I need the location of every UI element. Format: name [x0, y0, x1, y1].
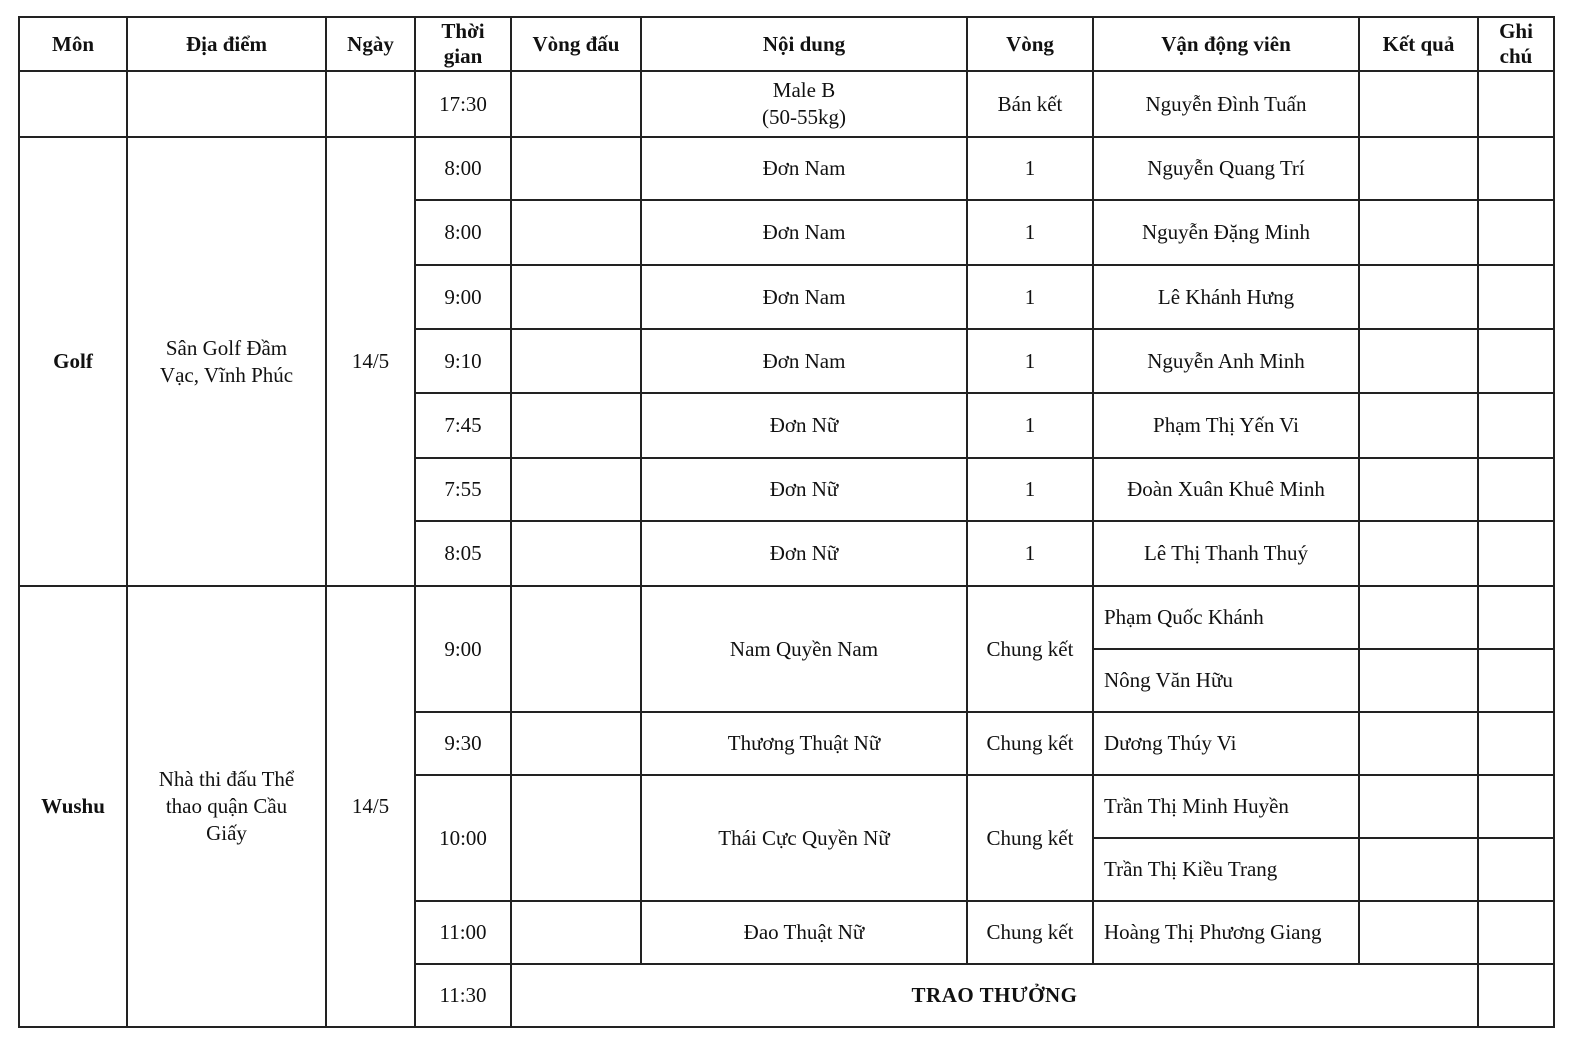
event-cell: Thương Thuật Nữ — [641, 712, 967, 775]
time-cell: 11:30 — [415, 964, 511, 1027]
award-cell: TRAO THƯỞNG — [511, 964, 1478, 1027]
sport-cell — [19, 71, 127, 137]
header-vong: Vòng — [967, 17, 1093, 71]
round-cell: 1 — [967, 521, 1093, 586]
header-row — [19, 17, 1554, 71]
time-cell: 9:00 — [415, 265, 511, 329]
date-cell: 14/5 — [326, 586, 415, 1027]
round-cell: 1 — [967, 200, 1093, 265]
athlete-cell: Phạm Thị Yến Vi — [1093, 393, 1359, 458]
sport-cell: Wushu — [19, 586, 127, 1027]
round-cell: Chung kết — [967, 712, 1093, 775]
round-cell: Chung kết — [967, 586, 1093, 712]
time-cell: 7:45 — [415, 393, 511, 458]
note-cell — [1478, 901, 1554, 964]
athlete-cell: Lê Khánh Hưng — [1093, 265, 1359, 329]
table-row — [19, 137, 1554, 200]
time-cell: 9:30 — [415, 712, 511, 775]
time-cell: 10:00 — [415, 775, 511, 901]
note-cell — [1478, 137, 1554, 200]
round-cell: 1 — [967, 265, 1093, 329]
header-thoi-gian: Thời gian — [415, 17, 511, 71]
athlete-cell: Lê Thị Thanh Thuý — [1093, 521, 1359, 586]
time-cell: 17:30 — [415, 71, 511, 137]
vong-dau-cell — [511, 200, 641, 265]
header-vong-dau: Vòng đấu — [511, 17, 641, 71]
result-cell — [1359, 265, 1478, 329]
note-cell — [1478, 393, 1554, 458]
athlete-cell: Trần Thị Kiều Trang — [1093, 838, 1359, 901]
round-cell: 1 — [967, 393, 1093, 458]
event-cell: Đơn Nữ — [641, 458, 967, 521]
sport-cell: Golf — [19, 137, 127, 586]
result-cell — [1359, 586, 1478, 649]
note-cell — [1478, 649, 1554, 712]
vong-dau-cell — [511, 901, 641, 964]
header-van-dong-vien: Vận động viên — [1093, 17, 1359, 71]
time-cell: 9:00 — [415, 586, 511, 712]
vong-dau-cell — [511, 137, 641, 200]
table-row — [19, 71, 1554, 137]
note-cell — [1478, 265, 1554, 329]
date-cell: 14/5 — [326, 137, 415, 586]
venue-cell: Sân Golf Đầm Vạc, Vĩnh Phúc — [127, 137, 326, 586]
time-cell: 8:00 — [415, 200, 511, 265]
athlete-cell: Nguyễn Quang Trí — [1093, 137, 1359, 200]
note-cell — [1478, 775, 1554, 838]
event-cell: Đơn Nam — [641, 200, 967, 265]
time-cell: 9:10 — [415, 329, 511, 393]
round-cell: Chung kết — [967, 901, 1093, 964]
time-cell: 8:05 — [415, 521, 511, 586]
round-cell: Bán kết — [967, 71, 1093, 137]
result-cell — [1359, 137, 1478, 200]
note-cell — [1478, 586, 1554, 649]
vong-dau-cell — [511, 586, 641, 712]
athlete-cell: Hoàng Thị Phương Giang — [1093, 901, 1359, 964]
event-cell: Đao Thuật Nữ — [641, 901, 967, 964]
athlete-cell: Trần Thị Minh Huyền — [1093, 775, 1359, 838]
round-cell: 1 — [967, 137, 1093, 200]
result-cell — [1359, 521, 1478, 586]
event-cell: Nam Quyền Nam — [641, 586, 967, 712]
header-noi-dung: Nội dung — [641, 17, 967, 71]
note-cell — [1478, 521, 1554, 586]
event-cell: Male B (50-55kg) — [641, 71, 967, 137]
note-cell — [1478, 200, 1554, 265]
event-cell: Đơn Nam — [641, 265, 967, 329]
header-ghi-chu: Ghi chú — [1478, 17, 1554, 71]
vong-dau-cell — [511, 712, 641, 775]
athlete-cell: Phạm Quốc Khánh — [1093, 586, 1359, 649]
result-cell — [1359, 393, 1478, 458]
wushu-section — [19, 586, 1554, 1027]
time-cell: 11:00 — [415, 901, 511, 964]
round-cell: Chung kết — [967, 775, 1093, 901]
note-cell — [1478, 458, 1554, 521]
event-cell: Thái Cực Quyền Nữ — [641, 775, 967, 901]
event-cell: Đơn Nữ — [641, 521, 967, 586]
golf-section — [19, 137, 1554, 586]
time-cell: 8:00 — [415, 137, 511, 200]
table-row — [19, 586, 1554, 649]
note-cell — [1478, 71, 1554, 137]
result-cell — [1359, 901, 1478, 964]
result-cell — [1359, 458, 1478, 521]
athlete-cell: Nguyễn Đình Tuấn — [1093, 71, 1359, 137]
result-cell — [1359, 838, 1478, 901]
result-cell — [1359, 649, 1478, 712]
note-cell — [1478, 964, 1554, 1027]
event-cell: Đơn Nữ — [641, 393, 967, 458]
date-cell — [326, 71, 415, 137]
athlete-cell: Đoàn Xuân Khuê Minh — [1093, 458, 1359, 521]
result-cell — [1359, 200, 1478, 265]
header-dia-diem: Địa điểm — [127, 17, 326, 71]
header-ngay: Ngày — [326, 17, 415, 71]
round-cell: 1 — [967, 329, 1093, 393]
schedule-table — [18, 16, 1555, 1028]
result-cell — [1359, 712, 1478, 775]
athlete-cell: Dương Thúy Vi — [1093, 712, 1359, 775]
vong-dau-cell — [511, 329, 641, 393]
athlete-cell: Nguyễn Đặng Minh — [1093, 200, 1359, 265]
note-cell — [1478, 712, 1554, 775]
header-ket-qua: Kết quả — [1359, 17, 1478, 71]
result-cell — [1359, 329, 1478, 393]
time-cell: 7:55 — [415, 458, 511, 521]
vong-dau-cell — [511, 393, 641, 458]
round-cell: 1 — [967, 458, 1093, 521]
note-cell — [1478, 329, 1554, 393]
result-cell — [1359, 71, 1478, 137]
vong-dau-cell — [511, 458, 641, 521]
note-cell — [1478, 838, 1554, 901]
athlete-cell: Nông Văn Hữu — [1093, 649, 1359, 712]
event-cell: Đơn Nam — [641, 137, 967, 200]
event-cell: Đơn Nam — [641, 329, 967, 393]
vong-dau-cell — [511, 265, 641, 329]
vong-dau-cell — [511, 71, 641, 137]
header-mon: Môn — [19, 17, 127, 71]
result-cell — [1359, 775, 1478, 838]
venue-cell — [127, 71, 326, 137]
vong-dau-cell — [511, 521, 641, 586]
vong-dau-cell — [511, 775, 641, 901]
venue-cell: Nhà thi đấu Thể thao quận Cầu Giấy — [127, 586, 326, 1027]
athlete-cell: Nguyễn Anh Minh — [1093, 329, 1359, 393]
